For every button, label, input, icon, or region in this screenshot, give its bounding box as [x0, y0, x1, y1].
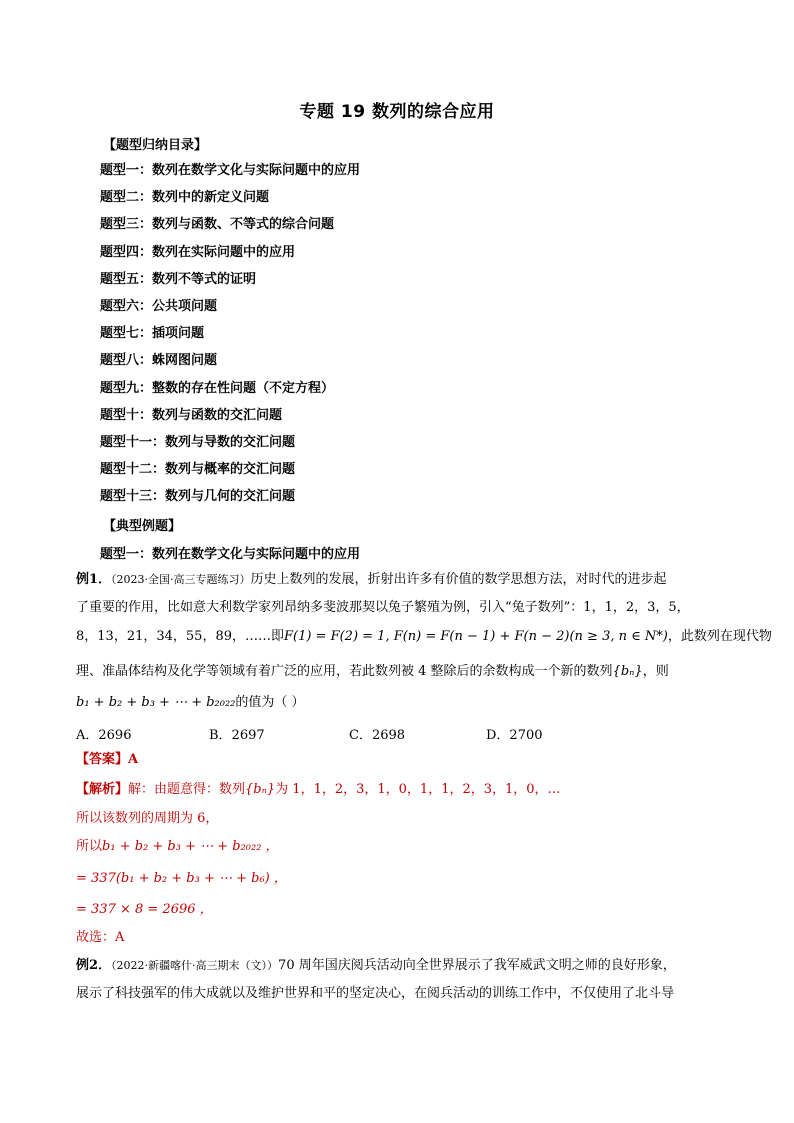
answer-label: 【答案】 — [76, 752, 129, 767]
toc-item: 题型十三：数列与几何的交汇问题 — [100, 489, 296, 505]
sum-line-2: = 337(b₁ + b₂ + b₃ + ⋯ + b₆) ， — [76, 871, 287, 886]
ex1-source: （2023·全国·高三专题练习） — [111, 573, 251, 586]
ex2-line2: 展示了科技强军的伟大成就以及维护世界和平的坚定决心，在阅兵活动的训练工作中，不仅使用了北斗导 — [76, 986, 675, 1001]
ex1-text1: 历史上数列的发展，折射出许多有价值的数学思想方法，对时代的进步起 — [250, 572, 667, 587]
ex2-line1 — [76, 957, 676, 975]
sum-1: b₁ + b₂ + b₃ + ⋯ + b₂₀₂₂ ， — [102, 839, 279, 854]
option-b: B．2697 — [209, 728, 265, 743]
ex1-label: 例1． — [76, 572, 112, 587]
toc-list — [100, 161, 360, 514]
examples-heading: 【典型例题】 — [103, 519, 182, 534]
ex1-text5b: 的值为（ ） — [235, 695, 305, 710]
toc-item: 题型七：插项问题 — [100, 326, 205, 342]
ex2-text1: 70 周年国庆阅兵活动向全世界展示了我军威武文明之师的良好形象， — [278, 958, 676, 973]
toc-item: 题型二：数列中的新定义问题 — [100, 190, 270, 206]
ex1-line2: 了重要的作用，比如意大利数学家列昂纳多斐波那契以兔子繁殖为例，引入“兔子数列”：1，1，2，3，5， — [76, 600, 690, 615]
ex2-source: （2022·新疆喀什·高三期末（文）） — [111, 959, 279, 972]
ex1-text4b: ，则 — [642, 664, 669, 679]
toc-item: 题型一：数列在数学文化与实际问题中的应用 — [100, 163, 361, 178]
toc-heading: 【题型归纳目录】 — [103, 138, 208, 153]
sum-line-1 — [76, 838, 279, 856]
ex1-text3b: ，此数列在现代物 — [667, 629, 772, 644]
analysis-text-a: 解：由题意得：数列 — [128, 782, 246, 797]
ex1-text4a: 理、准晶体结构及化学等领域有着广泛的应用，若此数列被 4 整除后的余数构成一个新的数列 — [76, 664, 613, 679]
sequence-b: {bₙ} — [612, 664, 643, 679]
option-c: C．2698 — [349, 728, 406, 743]
analysis-label: 【解析】 — [76, 782, 129, 797]
analysis-line — [76, 781, 561, 799]
option-d: D．2700 — [486, 728, 543, 743]
sum-expression: b₁ + b₂ + b₃ + ⋯ + b₂₀₂₂ — [76, 695, 236, 710]
toc-item: 题型四：数列在实际问题中的应用 — [100, 244, 296, 260]
choice-line: 故选：A — [76, 930, 125, 945]
sum-line-3: = 337 × 8 = 2696 ， — [76, 902, 213, 917]
toc-item: 题型十：数列与函数的交汇问题 — [100, 407, 283, 423]
answer-line — [76, 751, 138, 769]
toc-item: 题型九：整数的存在性问题（不定方程） — [100, 380, 335, 396]
option-a: A．2696 — [76, 728, 132, 743]
toc-item: 题型六：公共项问题 — [100, 298, 218, 314]
ex1-line1 — [76, 571, 667, 589]
ex1-text3a: 8，13，21，34，55，89，……即 — [76, 629, 284, 644]
toc-item: 题型五：数列不等式的证明 — [100, 271, 257, 287]
fibonacci-formula: F(1) = F(2) = 1, F(n) = F(n − 1) + F(n − 2)(n ≥ 3, n ∈ N*) — [283, 629, 668, 644]
ex1-line3 — [76, 628, 772, 646]
ex1-line5 — [76, 694, 305, 712]
toc-item: 题型十二：数列与概率的交汇问题 — [100, 462, 296, 478]
type1-heading: 题型一：数列在数学文化与实际问题中的应用 — [100, 547, 361, 562]
so-text: 所以 — [76, 839, 103, 854]
answer-value: A — [128, 752, 139, 767]
toc-item: 题型三：数列与函数、不等式的综合问题 — [100, 217, 335, 233]
analysis-sequence: {bₙ} — [245, 782, 276, 797]
toc-item: 题型八：蛛网图问题 — [100, 353, 218, 369]
analysis-text-b: 为 1，1，2，3，1，0，1，1，2，3，1，0，… — [275, 782, 561, 797]
page-title: 专题 19 数列的综合应用 — [299, 102, 495, 122]
ex1-line4 — [76, 663, 669, 681]
ex2-label: 例2． — [76, 958, 112, 973]
period-line: 所以该数列的周期为 6， — [76, 811, 219, 826]
toc-item: 题型十一：数列与导数的交汇问题 — [100, 434, 296, 450]
